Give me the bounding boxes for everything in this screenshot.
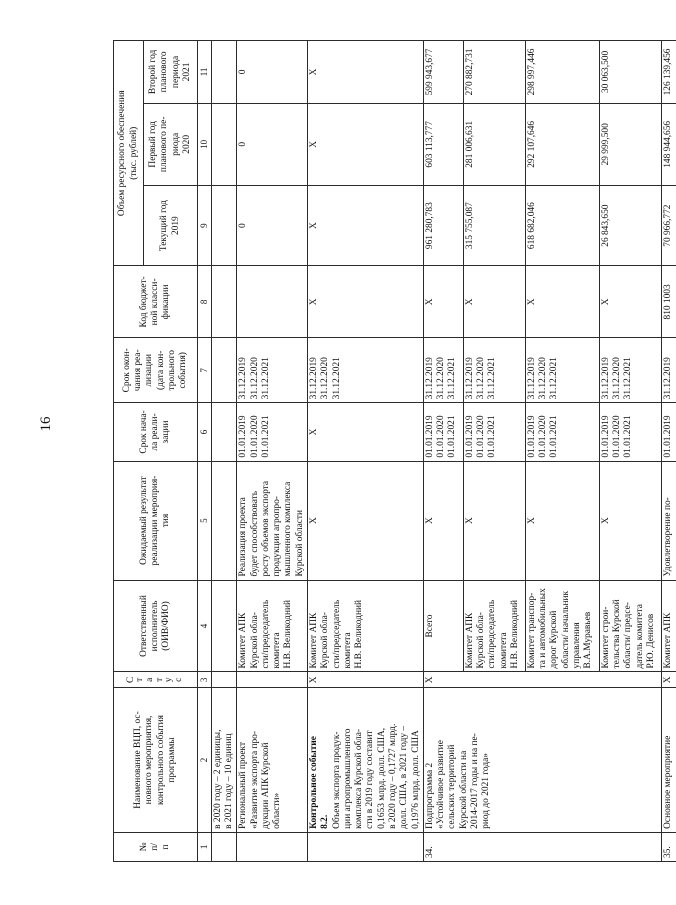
program-table bbox=[113, 40, 676, 862]
regional-project-result: Реализация проекта будет способствовать росту объемов экспорта продукции агропро- мышленного комплекса Курской области bbox=[237, 461, 308, 580]
subprogram-construction-executor: Комитет строи- тельства Курской области/ предсе- датель комитета Р.Ю. Денисов bbox=[599, 580, 661, 672]
regional-project-start: 01.01.2019 01.01.2020 01.01.2021 bbox=[237, 403, 308, 461]
control-event-cell bbox=[308, 688, 424, 833]
main-event-name: Основное мероприятие bbox=[661, 688, 675, 833]
subprogram-total-2021: 599 943,677 bbox=[423, 41, 463, 104]
control-event-body: Объем экспорта продук- ции агропромышленного комплекса Курской обла- сти в 2019 году составит 0,1653 млрд. долл. США, в 2020 году – 0,1727 млрд. долл. США, в 2021 году – 0,1976 млрд. долл. США bbox=[331, 723, 421, 829]
main-event-2020: 148 944,656 bbox=[661, 103, 675, 185]
subprogram-transport-2019: 618 682,046 bbox=[525, 185, 599, 266]
subprogram-construction-code: Х bbox=[599, 266, 661, 338]
table-row bbox=[308, 41, 424, 862]
main-event-2019: 70 966,772 bbox=[661, 185, 675, 266]
table-row bbox=[211, 41, 237, 862]
subprogram-apk-executor: Комитет АПК Курской обла- сти/председатель комитета Н.В. Великодний bbox=[463, 580, 525, 672]
header-end: Срок окон- чания реа- лизации (дата кон- трольного события) bbox=[114, 338, 198, 403]
main-event-result: Удовлетворение по- bbox=[661, 461, 675, 580]
header-name: Наименование ВЦП, ос- новного мероприятия, контрольного события программы bbox=[114, 688, 198, 833]
subprogram-apk-2020: 281 006,631 bbox=[463, 103, 525, 185]
regional-project-name: Региональный проект «Развитие экспорта про- дукции АПК Курской области» bbox=[237, 688, 308, 833]
page-number: 16 bbox=[38, 416, 54, 432]
subprogram-transport-2021: 298 997,446 bbox=[525, 41, 599, 104]
subprogram-num: 34. bbox=[423, 832, 661, 861]
control-event-result: Х bbox=[308, 461, 424, 580]
main-event-executor: Комитет АПК bbox=[661, 580, 675, 672]
main-event-2021: 126 139,456 bbox=[661, 41, 675, 104]
control-event-end: 31.12.2019 31.12.2020 31.12.2021 bbox=[308, 338, 424, 403]
header-status: С т а т у с bbox=[114, 672, 198, 688]
subprogram-apk-2019: 315 755,087 bbox=[463, 185, 525, 266]
control-event-2021: Х bbox=[308, 41, 424, 104]
subprogram-transport-executor: Комитет транспор- та и автомобильных дорог Курской области/ начальник управления В.А.Муравьев bbox=[525, 580, 599, 672]
header-current-year: Текущий год 2019 bbox=[144, 185, 198, 266]
control-event-2020: Х bbox=[308, 103, 424, 185]
subprogram-transport-2020: 292 107,646 bbox=[525, 103, 599, 185]
header-executor: Ответственный исполнитель (ОИВ/ФИО) bbox=[114, 580, 198, 672]
regional-project-2019: 0 bbox=[237, 185, 308, 266]
rotated-table-wrapper bbox=[113, 40, 673, 862]
continuation-text: в 2020 году – 2 единицы, в 2021 году – 10 единиц bbox=[211, 688, 237, 833]
header-result: Ожидаемый результат реализации мероприя- тия bbox=[114, 461, 198, 580]
subprogram-total-end: 31.12.2019 31.12.2020 31.12.2021 bbox=[423, 338, 463, 403]
control-event-executor: Комитет АПК Курской обла- сти/председатель комитета Н.В. Великодний bbox=[308, 580, 424, 672]
subprogram-name: Подпрограмма 2 «Устойчивое развитие сельских территорий Курской области на 2014-2017 годы и на пе- риод до 2021 года» bbox=[423, 688, 661, 833]
control-event-start: Х bbox=[308, 403, 424, 461]
subprogram-apk-end: 31.12.2019 31.12.2020 31.12.2021 bbox=[463, 338, 525, 403]
subprogram-total-start: 01.01.2019 01.01.2020 01.01.2021 bbox=[423, 403, 463, 461]
header-num: № п/ п bbox=[114, 832, 198, 861]
subprogram-total-result: Х bbox=[423, 461, 463, 580]
main-event-end: 31.12.2019 bbox=[661, 338, 675, 403]
subprogram-transport-end: 31.12.2019 31.12.2020 31.12.2021 bbox=[525, 338, 599, 403]
subprogram-status: Х bbox=[423, 672, 661, 688]
main-event-num: 35. bbox=[661, 832, 675, 861]
table-row bbox=[423, 41, 463, 862]
subprogram-apk-2021: 270 882,731 bbox=[463, 41, 525, 104]
regional-project-executor: Комитет АПК Курской обла- сти/председатель комитета Н.В. Великодний bbox=[237, 580, 308, 672]
subprogram-transport-code: Х bbox=[525, 266, 599, 338]
header-first-year: Первый год планового пе- риода 2020 bbox=[144, 103, 198, 185]
subprogram-apk-code: Х bbox=[463, 266, 525, 338]
control-event-2019: Х bbox=[308, 185, 424, 266]
subprogram-construction-2020: 29 999,500 bbox=[599, 103, 661, 185]
header-budget-code: Код бюджет- ной класси- фикации bbox=[114, 266, 198, 338]
subprogram-apk-start: 01.01.2019 01.01.2020 01.01.2021 bbox=[463, 403, 525, 461]
control-event-title: Контрольное событие 8.2. bbox=[309, 736, 331, 829]
subprogram-total-code: Х bbox=[423, 266, 463, 338]
subprogram-construction-end: 31.12.2019 31.12.2020 31.12.2021 bbox=[599, 338, 661, 403]
header-second-year: Второй год планового периода 2021 bbox=[144, 41, 198, 104]
subprogram-total-2020: 603 113,777 bbox=[423, 103, 463, 185]
main-event-start: 01.01.2019 bbox=[661, 403, 675, 461]
subprogram-construction-result: Х bbox=[599, 461, 661, 580]
subprogram-construction-start: 01.01.2019 01.01.2020 01.01.2021 bbox=[599, 403, 661, 461]
header-start: Срок нача- ла реали- зации bbox=[114, 403, 198, 461]
regional-project-2021: 0 bbox=[237, 41, 308, 104]
control-event-status: Х bbox=[308, 672, 424, 688]
subprogram-apk-result: Х bbox=[463, 461, 525, 580]
control-event-code: Х bbox=[308, 266, 424, 338]
table-row bbox=[237, 41, 308, 862]
regional-project-2020: 0 bbox=[237, 103, 308, 185]
main-event-code: 810 1003 bbox=[661, 266, 675, 338]
subprogram-construction-2021: 30 063,500 bbox=[599, 41, 661, 104]
subprogram-total-2019: 961 280,783 bbox=[423, 185, 463, 266]
column-number-row: 1 2 3 4 5 6 7 8 9 10 11 bbox=[198, 41, 212, 862]
subprogram-transport-start: 01.01.2019 01.01.2020 01.01.2021 bbox=[525, 403, 599, 461]
header-resources: Объем ресурсного обеспечения (тыс. рублей) bbox=[114, 41, 144, 267]
table-row bbox=[661, 41, 675, 862]
subprogram-total-executor: Всего bbox=[423, 580, 463, 672]
subprogram-construction-2019: 26 843,650 bbox=[599, 185, 661, 266]
main-event-status: Х bbox=[661, 672, 675, 688]
regional-project-end: 31.12.2019 31.12.2020 31.12.2021 bbox=[237, 338, 308, 403]
subprogram-transport-result: Х bbox=[525, 461, 599, 580]
